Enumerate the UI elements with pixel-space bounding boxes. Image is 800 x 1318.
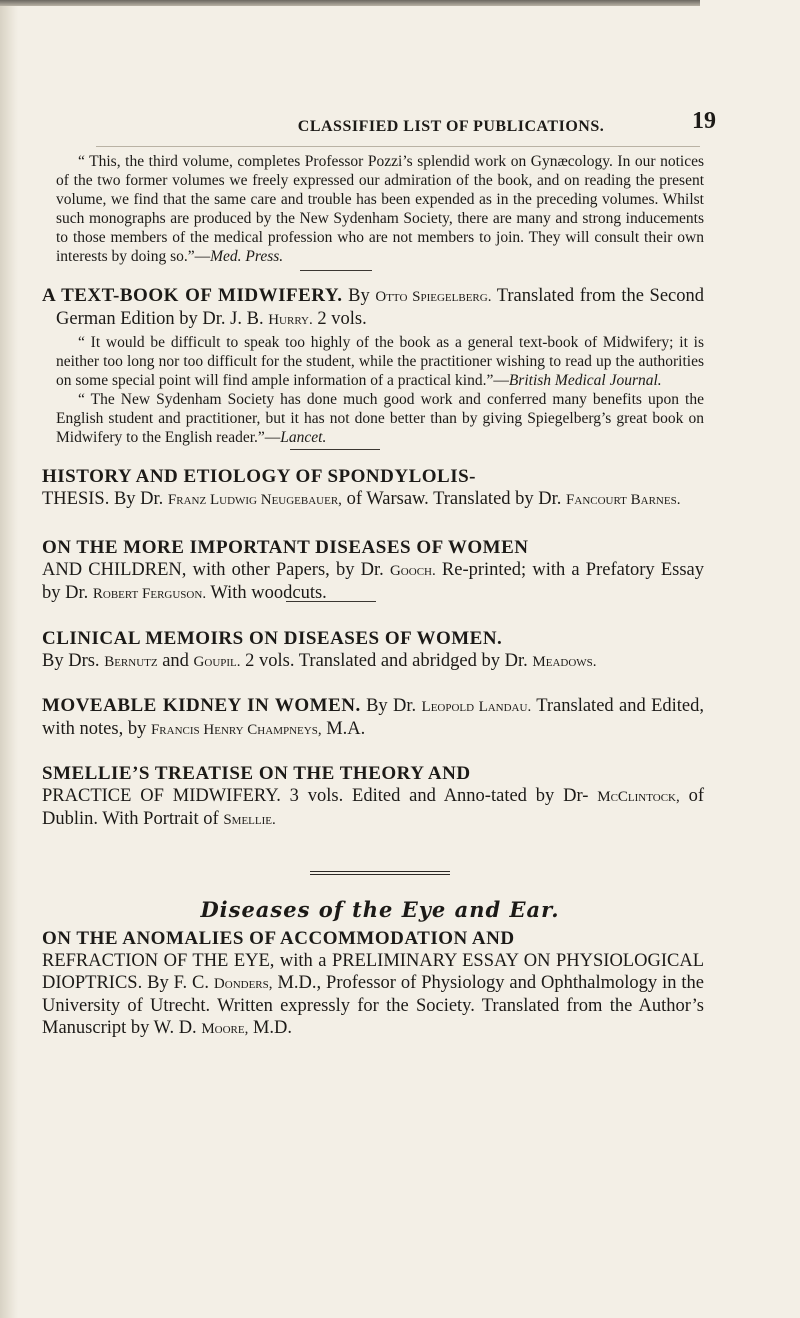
author-name: Leopold Landau. <box>421 699 532 715</box>
section-divider <box>310 871 450 875</box>
review-source: British Medical Journal. <box>508 372 662 389</box>
entry-text: of Warsaw. Translated by Dr. <box>341 489 567 509</box>
entry-text: By F. C. <box>142 973 214 993</box>
entry-text: Translated from the Second German Edition by Dr. J. B. <box>56 286 705 329</box>
entry-moveable-kidney <box>42 695 704 741</box>
author-name: Goupil. <box>193 654 241 670</box>
section-heading: Diseases of the Eye and Ear. <box>200 897 560 922</box>
entry-title: CLINICAL MEMOIRS ON DISEASES OF WOMEN. <box>42 628 503 649</box>
entry-divider <box>290 449 380 450</box>
author-name: Gooch. <box>389 563 436 579</box>
editor-name: McClintock, <box>597 789 680 805</box>
author-name: Bernutz <box>104 654 158 670</box>
entry-text: Re-printed; with a Prefatory Essay by Dr. <box>42 560 704 603</box>
subject-name: Smellie. <box>223 812 276 828</box>
author-name: Franz Ludwig Neugebauer, <box>167 492 342 508</box>
running-head: CLASSIFIED LIST OF PUBLICATIONS. <box>297 118 605 135</box>
page-number: 19 <box>692 108 716 134</box>
entry-title-cont: THESIS. <box>42 489 110 509</box>
review-text: “ The New Sydenham Society has done much good work and conferred many benefits upon the English student and practitioner, but it has not done better than by giving Spiegelberg’s great book on Midwifery to the English reader.”— <box>56 391 704 446</box>
top-edge-rule <box>0 0 700 6</box>
entry-clinical-memoirs <box>42 628 704 673</box>
entry-title-cont: REFRACTION OF THE EYE, <box>42 951 275 971</box>
entry-text: M.D. <box>248 1018 293 1038</box>
entry-text: Translated and Edited, with notes, by <box>42 696 704 739</box>
author-name: Otto Spiegelberg. <box>375 289 492 305</box>
entry-smellie <box>42 763 704 831</box>
entry-title: SMELLIE’S TREATISE ON THE THEORY AND <box>42 763 471 784</box>
review-text: “ It would be difficult to speak too highly of the book as a general text-book of Midwifery; it is neither too long nor too difficult for the student, while the practitioner wishing to read up the authorities on some special point will find ample information of a practical kind.”— <box>56 334 704 389</box>
entry-midwifery <box>42 285 705 450</box>
entry-title: ON THE ANOMALIES OF ACCOMMODATION AND <box>42 928 515 949</box>
translator-name: Meadows. <box>532 654 597 670</box>
entry-subtitle: PRELIMINARY ESSAY ON PHYSIOLOGICAL DIOPTRICS. <box>42 951 704 993</box>
entry-title-cont: AND CHILDREN, <box>42 560 187 580</box>
review-text: “ This, the third volume, completes Professor Pozzi’s splendid work on Gynæcology. In our notices of the two former volumes we freely expressed our admiration of the book, and on reading the present volume, we find that the same care and trouble has been expended as in the preceding volumes. Whilst such monographs are produced by the New Sydenham Society, there are many and strong inducements to those members of the medical profession who are not members to join. They will consult their own interests by doing so.”— <box>56 153 704 265</box>
entry-title: ON THE MORE IMPORTANT DISEASES OF WOMEN <box>42 537 529 558</box>
entry-text: 2 vols. <box>312 309 367 329</box>
entry-text: and <box>157 651 194 671</box>
translator-name: Moore, <box>201 1021 249 1037</box>
page-body <box>42 152 705 1040</box>
review-source: Lancet. <box>280 429 327 446</box>
pozzi-review <box>56 152 704 266</box>
entry-text: M.A. <box>321 719 366 739</box>
midwifery-reviews <box>56 333 704 447</box>
entry-text: 2 vols. Translated and abridged by Dr. <box>240 651 533 671</box>
entry-text: with a <box>274 951 332 971</box>
page-spine-shadow <box>0 0 18 1318</box>
entry-refraction <box>42 928 704 1040</box>
entry-text: 3 vols. Edited and Anno-tated by Dr- <box>280 786 598 806</box>
entry-spondylolisthesis <box>42 466 704 511</box>
entry-text: with other Papers, by Dr. <box>186 560 390 580</box>
entry-text: With woodcuts. <box>206 583 327 603</box>
review-source: Med. Press. <box>210 248 284 265</box>
entry-divider <box>300 270 372 271</box>
entry-text: M.D., Professor of Physiology and Ophthalmology in the University of Utrecht. Written expressly for the Society. Translated from the Author’s Manuscript by W. D. <box>42 973 704 1038</box>
entry-text: By Drs. <box>42 651 105 671</box>
translator-name: Francis Henry Champneys, <box>150 722 322 738</box>
essayist-name: Robert Ferguson. <box>92 586 207 602</box>
translator-name: Hurry. <box>268 312 313 328</box>
entry-text: of Dublin. With Portrait of <box>42 786 704 829</box>
entry-text: By <box>342 286 376 306</box>
author-name: Donders, <box>213 976 273 992</box>
entry-title: A TEXT-BOOK OF MIDWIFERY. <box>42 285 343 306</box>
entry-text: By Dr. <box>109 489 168 509</box>
entry-title-cont: PRACTICE OF MIDWIFERY. <box>42 786 281 806</box>
entry-title: HISTORY AND ETIOLOGY OF SPONDYLOLIS- <box>42 466 477 487</box>
translator-name: Fancourt Barnes. <box>566 492 681 508</box>
entry-text: By Dr. <box>360 696 422 716</box>
entry-title: MOVEABLE KIDNEY IN WOMEN. <box>42 695 361 716</box>
header-rule <box>96 146 700 147</box>
entry-women-children <box>42 537 704 603</box>
